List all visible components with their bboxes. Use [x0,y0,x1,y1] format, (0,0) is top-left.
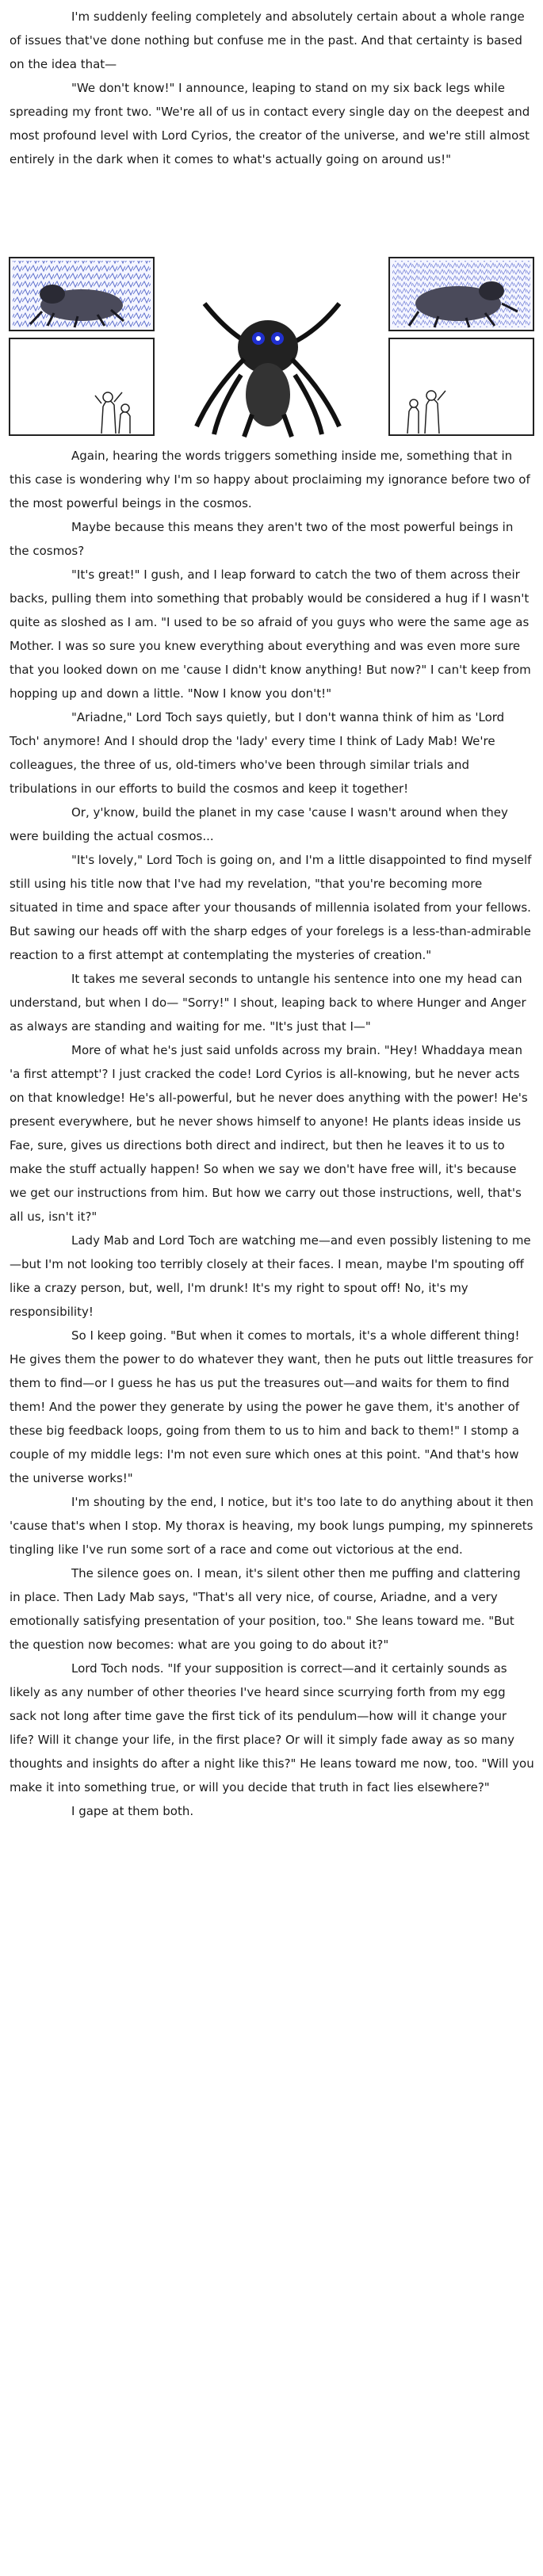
story-paragraph: More of what he's just said unfolds across my brain. "Hey! Whaddaya mean 'a first attempt'? I just cracked the code! Lord Cyrios is all-knowing, but he never acts on that knowledge! He's all-powerful, but he never does anything with the power! He's present everywhere, but he never shows himself to anyone! He plants ideas inside us Fae, sure, gives us directions both direct and indirect, but then he leaves it to us to make the stuff actually happen! So when we say we don't have free will, it's because we get our instructions from him. But how we carry out those instructions, well, that's all us, isn't it?" [10,1043,528,1224]
comic-panel-top-right [389,258,533,331]
story-paragraph: So I keep going. "But when it comes to mortals, it's a whole different thing! He gives them the power to do whatever they want, then he puts out little treasures for them to find—or I guess he has us put the treasures out—and waits for them to find them! And the power they generate by using the power he gave them, it's another of these big feedback loops, going from them to us to him and back to them!" I stomp a couple of my middle legs: I'm not even sure which ones at this point. "And that's how the universe works!" [10,1328,533,1485]
story-paragraph: Lady Mab and Lord Toch are watching me—and even possibly listening to me—but I'm not looking too terribly closely at their faces. I mean, maybe I'm spouting off like a crazy person, but, well, I'm drunk! It's my right to spout off! No, it's my responsibility! [10,1233,531,1319]
story-paragraph: "It's great!" I gush, and I leap forward to catch the two of them across their backs, pulling them into something that probably would be considered a hug if I wasn't quite as sloshed as I am. "I used to be so afraid of you guys who were the same age as Mother. I was so sure you knew everything about everything and was even more sure that you looked down on me 'cause I didn't know anything! But now?" I can't keep from hopping up and down a little. "Now I know you don't!" [10,568,531,701]
story-paragraph: Maybe because this means they aren't two of the most powerful beings in the cosmos? [10,520,514,558]
story-text-top [10,5,534,171]
story-paragraph: Again, hearing the words triggers something inside me, something that in this case is wondering why I'm so happy about proclaiming my ignorance before two of the most powerful beings in the cosmos. [10,449,530,510]
story-paragraph: I gape at them both. [71,1804,194,1818]
comic-panel-bottom-left [10,338,154,435]
story-paragraph: "Ariadne," Lord Toch says quietly, but I don't wanna think of him as 'Lord Toch' anymore! And I should drop the 'lady' every time I think of Lady Mab! We're colleagues, the three of us, old-timers who've been through similar trials and tribulations in our efforts to build the cosmos and keep it together! [10,710,505,796]
story-text-bottom [10,444,534,1823]
comic-panel-bottom-right [389,338,533,435]
story-paragraph: "We don't know!" I announce, leaping to stand on my six back legs while spreading my front two. "We're all of us in contact every single day on the deepest and most profound level with Lord Cyrios, the creator of the universe, and we're still almost entirely in the dark when it comes to what's actually going on around us!" [10,81,530,166]
story-paragraph: The silence goes on. I mean, it's silent other then me puffing and clattering in place. Then Lady Mab says, "That's all very nice, of course, Ariadne, and a very emotionally satisfying presentation of your position, too." She leans toward me. "But the question now becomes: what are you going to do about it?" [10,1566,521,1652]
story-paragraph: It takes me several seconds to untangle his sentence into one my head can understand, but when I do— "Sorry!" I shout, leaping back to where Hunger and Anger as always are standing and waiting for me. "It's just that I—" [10,972,526,1034]
comic-strip [6,256,537,438]
story-paragraph: Or, y'know, build the planet in my case 'cause I wasn't around when they were building the actual cosmos... [10,805,508,843]
comic-center-spider [197,304,339,437]
comic-panel-top-left [10,258,154,331]
story-paragraph: Lord Toch nods. "If your supposition is correct—and it certainly sounds as likely as any number of other theories I've heard since scurrying forth from my egg sack not long after time gave the first tick of its pendulum—how will it change your life? Will it change your life, in the first place? Or will it simply fade away as so many thoughts and insights do after a night like this?" He leans toward me now, too. "Will you make it into something true, or will you decide that truth in fact lies elsewhere?" [10,1661,534,1794]
story-paragraph: "It's lovely," Lord Toch is going on, and I'm a little disappointed to find myself still using his title now that I've had my revelation, "that you're becoming more situated in time and space after your thousands of millennia isolated from your fellows. But sawing our heads off with the sharp edges of your forelegs is a less-than-admirable reaction to a first attempt at contemplating the mysteries of creation." [10,853,532,962]
story-paragraph: I'm shouting by the end, I notice, but it's too late to do anything about it then 'cause that's when I stop. My thorax is heaving, my book lungs pumping, my spinnerets tingling like I've run some sort of a race and come out victorious at the end. [10,1495,533,1557]
story-paragraph: I'm suddenly feeling completely and absolutely certain about a whole range of issues that've done nothing but confuse me in the past. And that certainty is based on the idea that— [10,10,525,71]
